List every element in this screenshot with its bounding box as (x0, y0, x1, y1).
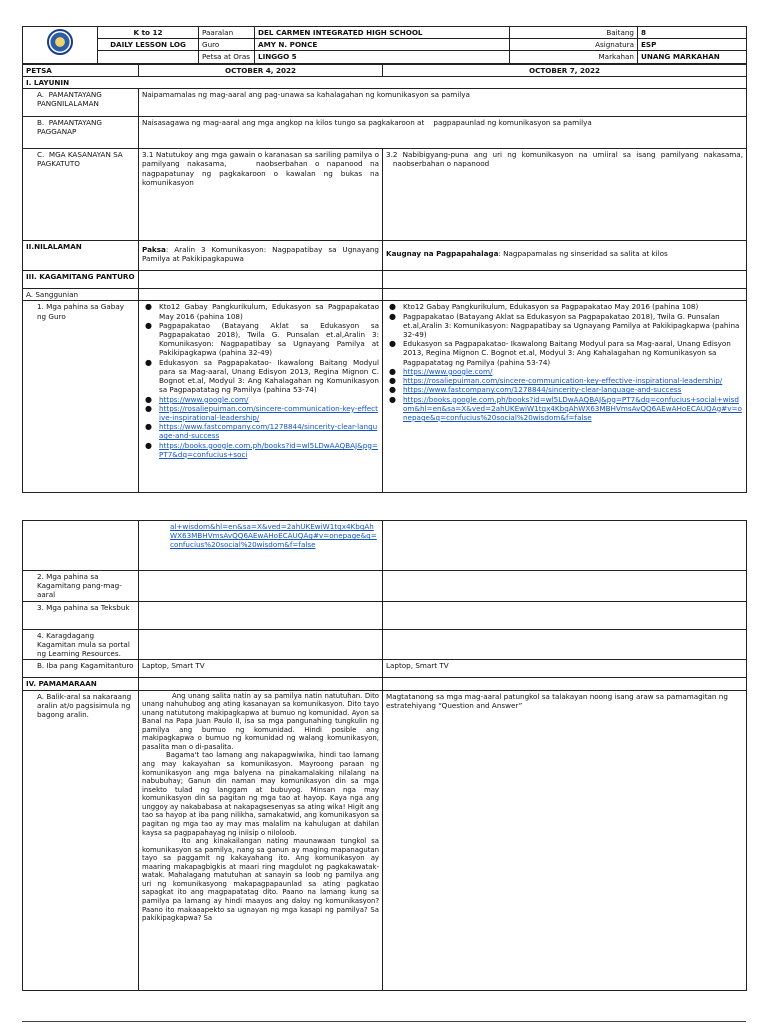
body-table-continued (22, 520, 747, 991)
pamamaraan-heading: IV. PAMAMARAAN (23, 678, 139, 690)
list-item (142, 422, 379, 440)
list-item (142, 404, 379, 422)
asignatura-label: Asignatura (510, 39, 638, 51)
link[interactable]: https://rosaliepuiman.com/sincere-communication-key-effective-inspirational-leadership/ (159, 403, 378, 422)
petsa-label: PETSA (23, 64, 139, 76)
gabay-guro-label: 1. Mga pahina sa Gabay ng Guro (23, 301, 139, 493)
pamantayang-pagganap: Naisasagawa ng mag-aaral ang mga angkop na kilos tungo sa pagkakaroon at pagpapaunlad ng komunikasyon sa pamilya (139, 117, 747, 149)
kasanayan-label: C. MGA KASANAYAN SA PAGKATUTO (23, 149, 139, 241)
dll-title: DAILY LESSON LOG (98, 39, 199, 51)
list-item (142, 395, 379, 404)
lesson-log-page-2 (22, 520, 746, 991)
references-list-right (386, 302, 743, 422)
list-item (386, 385, 743, 394)
balik-aral-text (139, 690, 383, 990)
list-item: ● Kto12 Gabay Pangkurikulum, Edukasyon sa Pagpapakatao May 2016 (pahina 108) (386, 302, 743, 311)
pamantayang-pangnilalaman: Naipamamalas ng mag-aaral ang pag-unawa sa kahalagahan ng komunikasyon sa pamilya (139, 89, 747, 117)
sanggunian-label: A. Sanggunian (23, 289, 139, 301)
paksa (139, 241, 383, 271)
school-name: DEL CARMEN INTEGRATED HIGH SCHOOL (255, 27, 510, 39)
body-table (22, 64, 747, 494)
balik-aral-2: Magtatanong sa mga mag-aaral patungkol sa talakayan noong isang araw sa pamamagitan ng estratehiyang “Question and Answer” (383, 690, 747, 990)
petsa-oras-label: Petsa at Oras (199, 51, 255, 63)
paaralan-label: Paaralan (199, 27, 255, 39)
blank (98, 51, 199, 63)
kagamitang-mag-aaral-label: 2. Mga pahina sa Kagamitang pang-mag-aaral (23, 571, 139, 602)
paragraph: Ang unang salita natin ay sa pamilya natin natutuhan. Dito unang nahuhubog ang ating kasanayan sa komunikasyon. Dito tayo unang natututong makipagkapwa at bumuo ng komunidad. Ayon sa Banal na Papa Juan Paulo II, isa sa mga pangunahing tungkulin ng pamilya ang bumuo ng komunidad. Hindi posible ang makipagkapwa o bumuo ng komunidad ng walang komunikasyon, pasalita man o di-pasalita. (142, 691, 379, 751)
link[interactable]: https://www.fastcompany.com/1278844/sincerity-clear-language-and-success (159, 422, 378, 441)
list-item: ● Edukasyon sa Pagpapakatao- Ikawalong Baitang Modyul para sa Mag-aaral, Unang Edisyon 2013, Regina Mignon C. Bognot et.al, Modyul 3: Ang Kahalagahan ng Komunikasyon sa Pagpapatatag ng Pamilya (pahina 53-74) (142, 358, 379, 395)
quarter: UNANG MARKAHAN (638, 51, 747, 63)
link[interactable]: https://www.google.com/ (159, 394, 249, 404)
balik-aral-label: A. Balik-aral sa nakaraang aralin at/o pagsisimula ng bagong aralin. (23, 690, 139, 990)
subject: ESP (638, 39, 747, 51)
kaugnay-text: : Nagpapamalas ng sinseridad sa salita at kilos (498, 249, 668, 259)
teksbuk-label: 3. Mga pahina sa Teksbuk (23, 601, 139, 629)
grade-level: 8 (638, 27, 747, 39)
lesson-log-page-1 (22, 26, 746, 493)
iba-kagamitan-1: Laptop, Smart TV (139, 660, 383, 678)
guro-label: Guro (199, 39, 255, 51)
link-continued[interactable]: al+wisdom&hl=en&sa=X&ved=2ahUKEwiW1tqx4KbqAhWX63MBHVmsAvQQ6AEwAHoECAUQAg#v=onepage&q=confucius%20social%20wisdom&f=false (170, 522, 377, 550)
list-item (386, 395, 743, 423)
date-2: OCTOBER 7, 2022 (383, 64, 747, 76)
list-item: ● Pagpapakatao (Batayang Aklat sa Edukasyon sa Pagpapakatao 2018), Twila G. Punsalan et.al,Aralin 3: Komunikasyon: Nagpapatibay sa Ugnayang Pamilya at Pakikipagkapwa (pahina 32-49) (142, 321, 379, 358)
kagamitan-heading: III. KAGAMITANG PANTURO (23, 271, 139, 289)
list-item (386, 367, 743, 376)
kaugnay (383, 241, 747, 271)
references-list-left (142, 302, 379, 459)
paragraph: Bagama't tao lamang ang nakapagwiwika, hindi tao lamang ang may kakayahan sa komunikasyon. Mayroong paraan ng komunikasyon ang mga balyena na pinakamalaking nilalang na nabubuhay; Ganun din naman may komunikasyon din sa mga insekto tulad ng langgam at bubuyog. Minsan nga may komunikasyon din sa pagitan ng mga tao at hayop. Kaya nga ang unggoy ay nakababasa at nakapagsesenyas sa ating wika! Higit ang tao sa hayop at iba pang nilikha, samakatwid, ang komunikasyon sa pagitan ng mga tao ay may mas malalim na kahulugan at dahilan kaysa sa pagpapahayag ng iniisip o niloloob. (142, 751, 379, 837)
kasanayan-2: 3.2 Nabibigyang-puna ang uri ng komunikasyon na umiiral sa isang pamilyang nakasama, naobserbahan o napanood (383, 149, 747, 241)
list-item (142, 441, 379, 459)
link[interactable]: https://www.fastcompany.com/1278844/sincerity-clear-language-and-success (403, 385, 682, 395)
markahan-label: Markahan (510, 51, 638, 63)
k12-label: K to 12 (98, 27, 199, 39)
list-item (386, 376, 743, 385)
layunin-heading: I. LAYUNIN (23, 76, 747, 88)
iba-kagamitan-2: Laptop, Smart TV (383, 660, 747, 678)
iba-kagamitan-label: B. Iba pang Kagamitanturo (23, 660, 139, 678)
header-table (22, 26, 747, 64)
link[interactable]: https://rosaliepuiman.com/sincere-communication-key-effective-inspirational-leadership/ (403, 376, 723, 386)
link[interactable]: https://books.google.com.ph/books?id=wl5LDwAAQBAJ&pg=PT7&dq=confucius+soci (159, 440, 378, 459)
pamantayang-pagganap-label: B. PAMANTAYANG PAGGANAP (23, 117, 139, 149)
deped-seal-icon (47, 29, 73, 55)
kaugnay-label: Kaugnay na Pagpapahalaga (386, 249, 499, 259)
kasanayan-1: 3.1 Natutukoy ang mga gawain o karanasan sa sariling pamilya o pamilyang nakasama, naobserbahan o napanood na nagpapatunay ng pagkakaroon o kawalan ng bukas na komunikasyon (139, 149, 383, 241)
list-item: ● Kto12 Gabay Pangkurikulum, Edukasyon sa Pagpapakatao May 2016 (pahina 108) (142, 302, 379, 320)
link[interactable]: https://www.google.com/ (403, 366, 493, 376)
date-1: OCTOBER 4, 2022 (139, 64, 383, 76)
paksa-label: Paksa (142, 245, 166, 255)
paksa-text: : Aralin 3 Komunikasyon: Nagpapatibay sa Ugnayang Pamilya at Pakikipagkapuwa (142, 245, 379, 264)
list-item: ● Pagpapakatao (Batayang Aklat sa Edukasyon sa Pagpapakatao 2018), Twila G. Punsalan et.al,Aralin 3: Komunikasyon: Nagpapatibay sa Ugnayang Pamilya at Pakikipagkapwa (pahina 32-49) (386, 312, 743, 340)
list-item: ● Edukasyon sa Pagpapakatao- Ikawalong Baitang Modyul para sa Mag-aaral, Unang Edisyon 2013, Regina Mignon C. Bognot et.al, Modyul 3: Ang Kahalagahan ng Komunikasyon sa Pagpapatatag ng Pamilya (pahina 53-74) (386, 339, 743, 367)
pamantayang-pangnilalaman-label: A. PAMANTAYANG PANGNILALAMAN (23, 89, 139, 117)
nilalaman-heading: II.NILALAMAN (23, 241, 139, 271)
link[interactable]: https://books.google.com.ph/books?id=wl5LDwAAQBAJ&pg=PT7&dq=confucius+social+wisdom&hl=en&sa=X&ved=2ahUKEwiW1tqx4KbqAhWX63MBHVmsAvQQ6AEwAHoECAUQAg#v=onepage&q=confucius%20social%20wisdom&f=false (403, 394, 742, 422)
deped-seal (23, 27, 98, 64)
learning-resources-label: 4. Karagdagang Kagamitan mula sa portal ng Learning Resources. (23, 629, 139, 660)
week: LINGGO 5 (255, 51, 510, 63)
page-divider (22, 1021, 746, 1022)
paragraph: Ito ang kinakailangan nating maunawaan tungkol sa komunikasyon sa pamilya, nang sa ganun ay maging mapanagutan tayo sa paggamit ng kakayahang ito. Ang komunikasyon ay maaring makapagbigkis at maari ring magdulot ng pagkakawatak-watak. Mahalagang matutuhan at sanayin sa loob ng pamilya ang uri ng komunikasyong makapagpapaunlad sa ating pagkatao sapagkat ito ang magpapatatag dito. Paano na lamang kung sa pamilya pa lamang ay hindi maayos ang daloy ng komunikasyon? Paano ito makaaapekto sa ugnayan ng mga kasapi ng pamilya? Sa pakikipagkapwa? Sa (142, 837, 379, 923)
baitang-label: Baitang (510, 27, 638, 39)
teacher-name: AMY N. PONCE (255, 39, 510, 51)
